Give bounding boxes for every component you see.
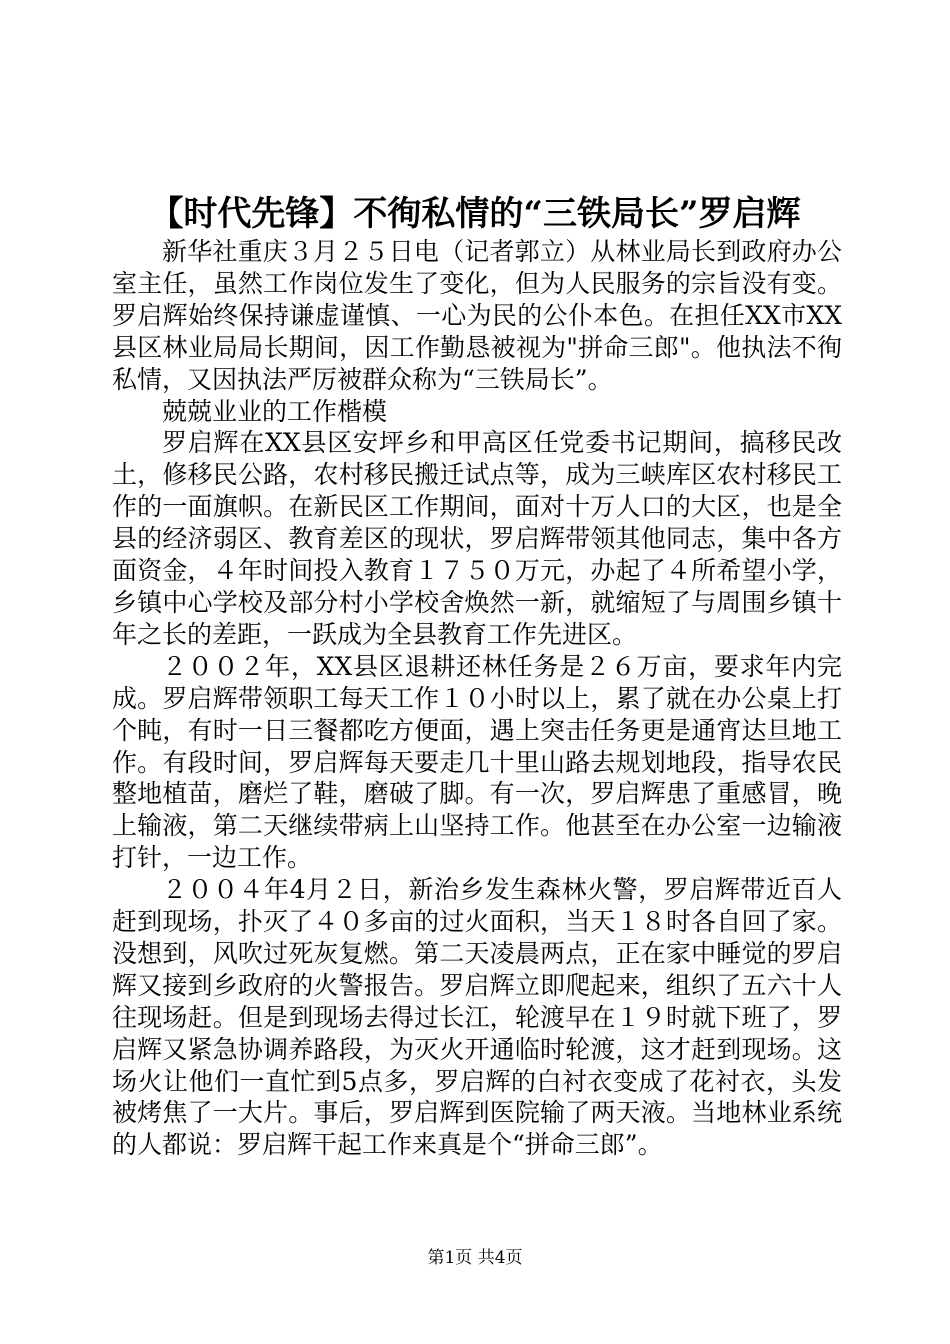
document-title: 【时代先锋】不徇私情的“三铁局长”罗启辉 (149, 194, 801, 234)
paragraph-reforestation-2002: ２００２年，XX县区退耕还林任务是２６万亩，要求年内完成。罗启辉带领职工每天工作１０小时以上，累了就在办公桌上打个盹，有时一日三餐都吃方便面，遇上突击任务更是通宵达旦地工作。有段时间，罗启辉每天要走几十里山路去规划地段，指导农民整地植苗，磨烂了鞋，磨破了脚。有一次，罗启辉患了重感冒，晚上输液，第二天继续带病上山坚持工作。他甚至在办公室一边输液打针，一边工作。 (112, 651, 842, 873)
page-footer: 第1页 共4页 (427, 1248, 523, 1268)
document-body (112, 236, 842, 1161)
paragraph-intro: 新华社重庆３月２５日电（记者郭立）从林业局长到政府办公室主任，虽然工作岗位发生了变化，但为人民服务的宗旨没有变。罗启辉始终保持谦虚谨慎、一心为民的公仆本色。在担任XX市XX县区林业局局长期间，因工作勤恳被视为"拼命三郎"。他执法不徇私情，又因执法严厉被群众称为“三铁局长”。 (112, 237, 842, 394)
section-heading: 兢兢业业的工作楷模 (162, 396, 388, 426)
paragraph-forest-fire-2004: ２００４年4月２日，新治乡发生森林火警，罗启辉带近百人赶到现场，扑灭了４０多亩的过火面积，当天１８时各自回了家。没想到，风吹过死灰复燃。第二天凌晨两点，正在家中睡觉的罗启辉又接到乡政府的火警报告。罗启辉立即爬起来，组织了五六十人往现场赶。但是到现场去得过长江，轮渡早在１９时就下班了，罗启辉又紧急协调养路段，为灭火开通临时轮渡，这才赶到现场。这场火让他们一直忙到5点多，罗启辉的白衬衣变成了花衬衣，头发被烤焦了一大片。事后，罗启辉到医院输了两天液。当地林业系统的人都说：罗启辉干起工作来真是个“拼命三郎”。 (112, 875, 842, 1160)
paragraph-migration-work: 罗启辉在XX县区安坪乡和甲高区任党委书记期间，搞移民改土，修移民公路，农村移民搬迁试点等，成为三峡库区农村移民工作的一面旗帜。在新民区工作期间，面对十万人口的大区，也是全县的经济弱区、教育差区的现状，罗启辉带领其他同志，集中各方面资金，４年时间投入教育１７５０万元，办起了４所希望小学，乡镇中心学校及部分村小学校舍焕然一新，就缩短了与周围乡镇十年之长的差距，一跃成为全县教育工作先进区。 (112, 428, 842, 649)
